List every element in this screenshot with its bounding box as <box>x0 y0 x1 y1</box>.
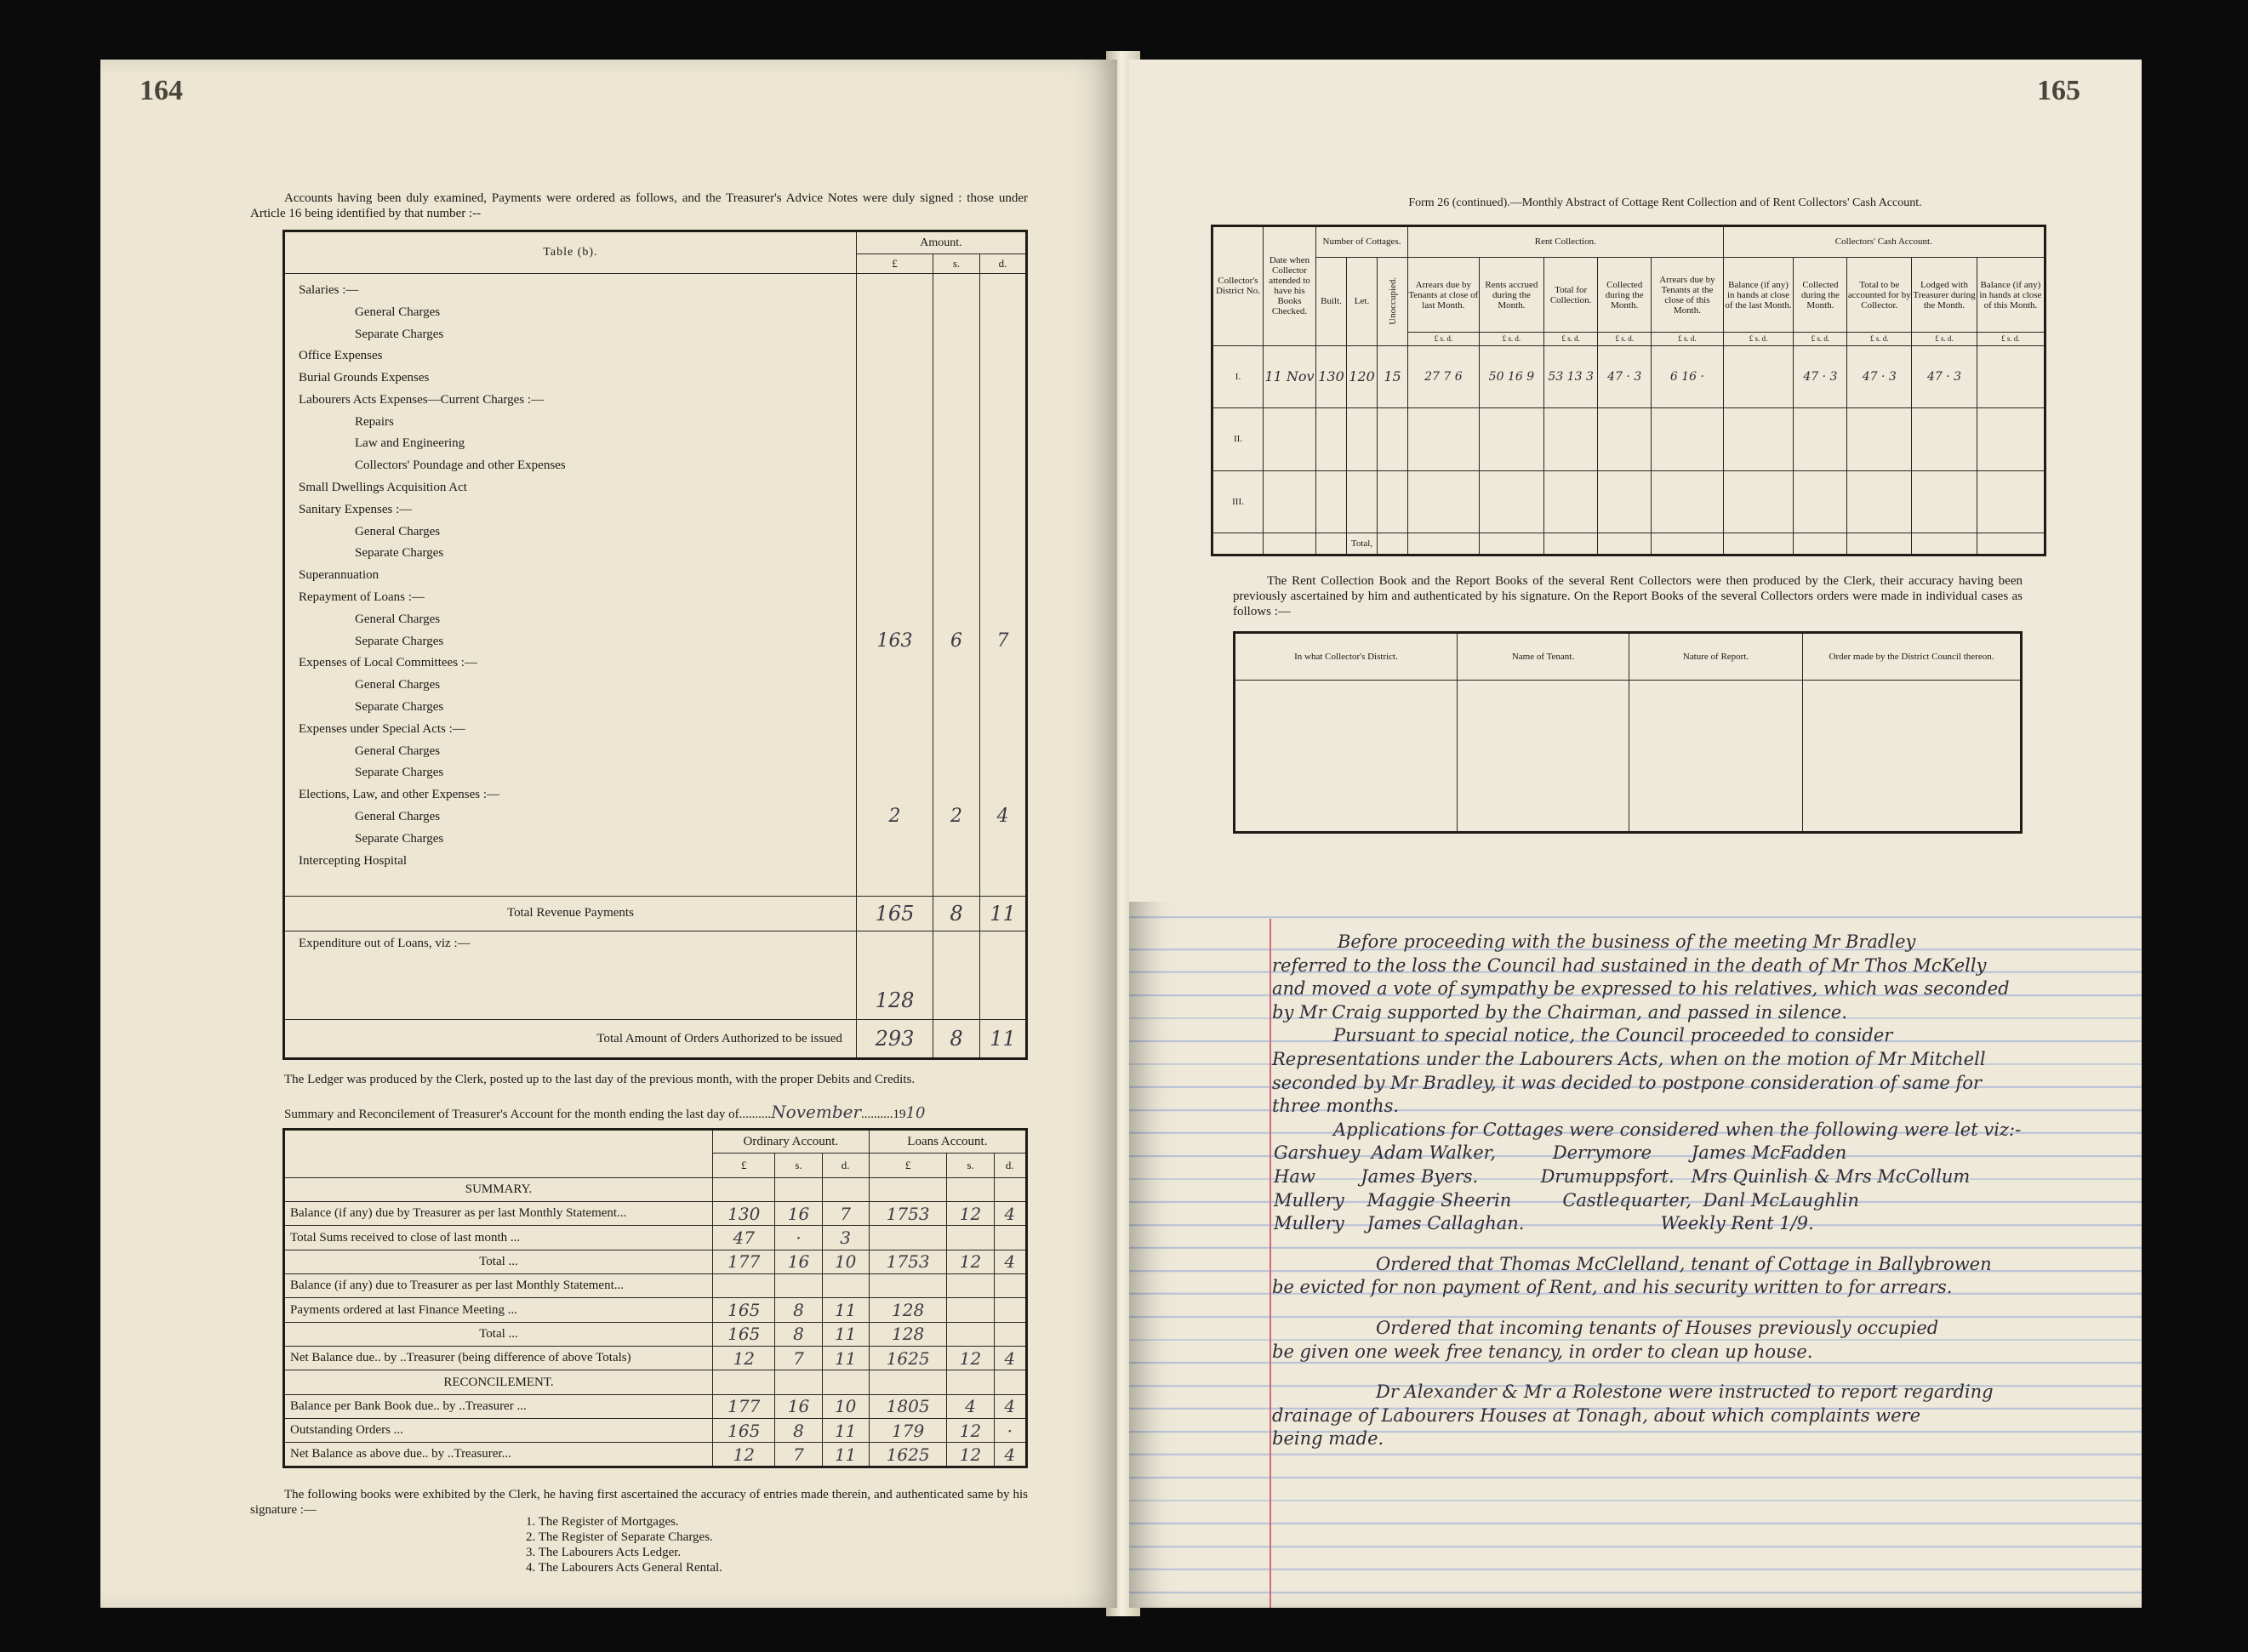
minute-line: be given one week free tenancy, in order to clean up house. <box>1272 1341 1813 1362</box>
table-b-pounds-value: 2 <box>888 806 901 828</box>
district-2: II. <box>1212 408 1264 471</box>
minute-line: and moved a vote of sympathy be expressed to his relatives, which was seconded <box>1272 978 2010 1000</box>
table-b-shillings-value <box>933 696 979 718</box>
table-b-pence-value <box>980 367 1025 389</box>
summary-row-label: Balance per Bank Book due.. by ..Treasurer ... <box>284 1394 713 1418</box>
row1-lodged: 47 · 3 <box>1912 345 1977 408</box>
table-b-pence-value <box>980 301 1025 323</box>
summary-row-label: Net Balance as above due.. by ..Treasurer... <box>284 1443 713 1467</box>
table-b-pence-value <box>980 828 1025 850</box>
table-b-pounds-value <box>857 608 933 630</box>
report-h-tenant: Name of Tenant. <box>1458 633 1629 681</box>
summary-row-label: Balance (if any) due to Treasurer as per last Monthly Statement... <box>284 1274 713 1298</box>
summary-value-o-l: 165 <box>713 1298 775 1322</box>
table-b-row-label: General Charges <box>355 612 441 626</box>
table-b-shillings-value <box>933 498 979 521</box>
h-let: Let. <box>1347 257 1378 345</box>
ord-pence-col: d. <box>822 1154 869 1177</box>
summary-value-o-d: 3 <box>822 1226 869 1250</box>
reconcile-title: RECONCILEMENT. <box>284 1370 713 1394</box>
loans-amount: 128 <box>856 931 933 1020</box>
table-b-pounds-value <box>857 828 933 850</box>
summary-value-l-l: 1805 <box>869 1394 947 1418</box>
table-b-amount-header: Amount. <box>856 231 1026 254</box>
table-b-pence-value <box>980 476 1025 498</box>
table-b-pence-value <box>980 718 1025 740</box>
col-pence: d. <box>980 254 1027 274</box>
h-collected-cash: Collected during the Month. <box>1794 257 1847 333</box>
ledger-text: The Ledger was produced by the Clerk, posted up to the last day of the previous month, with the proper Debits and Credits. <box>284 1073 916 1086</box>
minute-line: Pursuant to special notice, the Council proceeded to consider <box>1333 1025 1893 1046</box>
rent-book-text: The Rent Collection Book and the Report Books of the several Rent Collectors were then produced by the Clerk, their accuracy having been previously ascertained by him and authenticated by his signature. On the Report Books of the several Collectors orders were made in individual cases as follows :— <box>1233 574 2023 618</box>
table-b-shillings-value <box>933 674 979 696</box>
table-b-pence-value <box>980 345 1025 367</box>
table-b-shillings-value <box>933 476 979 498</box>
summary-value-l-d: 4 <box>994 1250 1026 1273</box>
table-b-row-label: Expenses of Local Committees :— <box>299 656 477 670</box>
table-b-pence-value <box>980 432 1025 454</box>
row1-collected: 47 · 3 <box>1598 345 1652 408</box>
minute-line: by Mr Craig supported by the Chairman, and passed in silence. <box>1272 1001 1847 1023</box>
summary-value-l-d <box>994 1274 1026 1298</box>
h-arrears-last: Arrears due by Tenants at close of last Month. <box>1408 257 1480 333</box>
ord-shillings-col: s. <box>775 1154 822 1177</box>
table-b-pence-value <box>980 279 1025 301</box>
table-b-row-label: Separate Charges <box>355 634 444 648</box>
table-b-row-label: Labourers Acts Expenses—Current Charges :— <box>299 392 544 407</box>
table-b-row-label: Collectors' Poundage and other Expenses <box>355 459 566 473</box>
table-b-row-label: Small Dwellings Acquisition Act <box>299 481 467 495</box>
summary-value-l-s: 12 <box>947 1347 994 1370</box>
minute-line: Mullery Maggie Sheerin Castlequarter, Danl McLaughlin <box>1274 1189 1859 1211</box>
minute-line: referred to the loss the Council had sustained in the death of Mr Thos McKelly <box>1272 954 1987 976</box>
summary-value-o-d: 7 <box>822 1202 869 1226</box>
col-shillings: s. <box>933 254 980 274</box>
left-page <box>100 60 1117 1608</box>
table-b-pounds-value <box>857 389 933 411</box>
table-b-pounds-value <box>857 783 933 806</box>
table-b-pence <box>980 273 1027 896</box>
district-1: I. <box>1212 345 1264 408</box>
ordinary-account-header: Ordinary Account. <box>713 1130 870 1154</box>
lsd-subheader: £ s. d. <box>1847 333 1912 345</box>
table-b-row-label: Elections, Law, and other Expenses :— <box>299 788 500 802</box>
table-b-row-label: General Charges <box>355 678 441 692</box>
table-b-row-label: General Charges <box>355 810 441 824</box>
table-b-row-label: Separate Charges <box>355 831 444 846</box>
summary-value-o-l: 47 <box>713 1226 775 1250</box>
total-orders-pounds: 293 <box>856 1020 933 1059</box>
summary-row-label: Total Sums received to close of last month ... <box>284 1226 713 1250</box>
table-b-pounds-value <box>857 564 933 586</box>
books-list <box>526 1514 722 1575</box>
loans-label: Expenditure out of Loans, viz :— <box>284 931 857 1020</box>
row1-total-accounted: 47 · 3 <box>1847 345 1912 408</box>
table-b-shillings-value <box>933 301 979 323</box>
summary-value-o-d: 10 <box>822 1250 869 1273</box>
h-total-accounted: Total to be accounted for by Collector. <box>1847 257 1912 333</box>
total-revenue-label: Total Revenue Payments <box>284 896 857 931</box>
table-b-row-label: Separate Charges <box>355 546 444 561</box>
summary-value-l-s: 12 <box>947 1443 994 1467</box>
h-lodged: Lodged with Treasurer during the Month. <box>1912 257 1977 333</box>
table-b-shillings-value <box>933 345 979 367</box>
table-b-row-label: Law and Engineering <box>355 436 465 451</box>
table-b-pence-value <box>980 783 1025 806</box>
summary-row-label: Net Balance due.. by ..Treasurer (being difference of above Totals) <box>284 1347 713 1370</box>
table-b-shillings-value <box>933 279 979 301</box>
summary-value-o-l: 177 <box>713 1394 775 1418</box>
lsd-subheader: £ s. d. <box>1479 333 1543 345</box>
minute-line: Before proceeding with the business of the meeting Mr Bradley <box>1338 931 1916 952</box>
summary-value-o-l: 130 <box>713 1202 775 1226</box>
loan-pence-col: d. <box>994 1154 1026 1177</box>
summary-value-l-d <box>994 1322 1026 1346</box>
table-b-row-label: General Charges <box>355 524 441 538</box>
summary-year-prefix: 19 <box>893 1108 906 1121</box>
minute-line: Ordered that Thomas McClelland, tenant of Cottage in Ballybrowen <box>1376 1253 1992 1274</box>
table-b-shillings-value <box>933 542 979 564</box>
summary-value-l-s <box>947 1298 994 1322</box>
table-b-pounds-value <box>857 740 933 762</box>
table-b-pounds-value <box>857 279 933 301</box>
table-b-pence-value: 7 <box>996 629 1009 652</box>
table-b-row-label: Separate Charges <box>355 766 444 780</box>
table-b-row-label: Office Expenses <box>299 349 383 363</box>
col-pounds: £ <box>856 254 933 274</box>
table-b-shillings-value <box>933 718 979 740</box>
district-3: III. <box>1212 470 1264 533</box>
summary-value-l-d: 4 <box>994 1202 1026 1226</box>
intro-text: Accounts having been duly examined, Payments were ordered as follows, and the Treasurer's Advice Notes were duly signed : those under Article 16 being identified by that number :-- <box>250 191 1028 220</box>
summary-value-o-d: 11 <box>822 1322 869 1346</box>
total-revenue-pence: 11 <box>980 896 1027 931</box>
table-b-pence-value <box>980 761 1025 783</box>
summary-value-o-s: 8 <box>775 1419 822 1443</box>
row1-built: 130 <box>1316 345 1347 408</box>
summary-value-l-d: 4 <box>994 1443 1026 1467</box>
row1-rents-accrued: 50 16 9 <box>1479 345 1543 408</box>
summary-value-l-l: 128 <box>869 1322 947 1346</box>
summary-value-o-l: 165 <box>713 1419 775 1443</box>
table-b-row-label: General Charges <box>355 305 441 319</box>
minute-line: Haw James Byers. Drumuppsfort. Mrs Quinlish & Mrs McCollum <box>1274 1166 1971 1187</box>
table-b-shillings-value <box>933 323 979 345</box>
table-b-pounds-value <box>857 696 933 718</box>
table-b-pounds-value <box>857 301 933 323</box>
h-total-collection: Total for Collection. <box>1544 257 1598 333</box>
table-b-shillings-value <box>933 411 979 433</box>
table-b <box>282 230 1028 1060</box>
books-intro: The following books were exhibited by the Clerk, he having first ascertained the accuracy of entries made therein, and authenticated same by his signature :— <box>250 1488 1028 1517</box>
table-b-row-label: Burial Grounds Expenses <box>299 371 430 385</box>
summary-value-o-s: 16 <box>775 1202 822 1226</box>
lsd-subheader: £ s. d. <box>1977 333 2045 345</box>
table-b-pounds-value <box>857 476 933 498</box>
margin-rule <box>1269 919 1271 1608</box>
report-h-order: Order made by the District Council thereon. <box>1803 633 2022 681</box>
table-b-title: Table (b). <box>284 231 857 274</box>
table-b-pence-value <box>980 564 1025 586</box>
table-b-pence-value <box>980 608 1025 630</box>
summary-value-l-l <box>869 1274 947 1298</box>
page-number-right: 165 <box>2037 75 2080 106</box>
h-balance-close: Balance (if any) in hands at close of this Month. <box>1977 257 2045 333</box>
summary-value-l-s: 12 <box>947 1419 994 1443</box>
minute-line: Representations under the Labourers Acts, when on the motion of Mr Mitchell <box>1272 1049 1986 1069</box>
h-rents-accrued: Rents accrued during the Month. <box>1479 257 1543 333</box>
summary-value-l-d: 4 <box>994 1347 1026 1370</box>
table-b-row-label: Repayment of Loans :— <box>299 590 425 605</box>
table-b-pounds-value <box>857 498 933 521</box>
h-arrears-close: Arrears due by Tenants at the close of this Month. <box>1652 257 1723 333</box>
table-b-shillings-value <box>933 521 979 543</box>
summary-month: November <box>771 1102 862 1122</box>
table-b-pounds-value <box>857 323 933 345</box>
table-b-shillings-value <box>933 367 979 389</box>
right-page <box>1129 60 2142 1608</box>
loans-account-header: Loans Account. <box>869 1130 1026 1154</box>
table-b-shillings-value <box>933 740 979 762</box>
table-b-shillings-value <box>933 432 979 454</box>
table-b-row-label: Salaries :— <box>299 282 359 297</box>
table-b-pounds-value <box>857 674 933 696</box>
summary-value-o-l: 12 <box>713 1347 775 1370</box>
table-b-pence-value <box>980 850 1025 872</box>
summary-value-o-s: 7 <box>775 1443 822 1467</box>
summary-value-l-l: 1753 <box>869 1202 947 1226</box>
summary-row-label: Total ... <box>284 1250 713 1273</box>
summary-value-l-s: 4 <box>947 1394 994 1418</box>
table-b-shillings-value <box>933 564 979 586</box>
total-revenue-pounds: 165 <box>856 896 933 931</box>
total-label: Total, <box>1347 533 1378 555</box>
summary-value-l-s <box>947 1226 994 1250</box>
ord-pounds-col: £ <box>713 1154 775 1177</box>
table-b-pence-value <box>980 411 1025 433</box>
summary-value-l-d: · <box>994 1419 1026 1443</box>
table-b-shillings-value <box>933 608 979 630</box>
lsd-subheader: £ s. d. <box>1652 333 1723 345</box>
summary-value-o-s <box>775 1274 822 1298</box>
table-b-row-label: Separate Charges <box>355 327 444 341</box>
minute-line: three months. <box>1272 1096 1400 1117</box>
summary-row-label: Balance (if any) due by Treasurer as per last Monthly Statement... <box>284 1202 713 1226</box>
table-b-pence-value <box>980 542 1025 564</box>
summary-value-o-s: 16 <box>775 1250 822 1273</box>
row1-total-collection: 53 13 3 <box>1544 345 1598 408</box>
h-collector-district: Collector's District No. <box>1212 226 1264 346</box>
table-b-pence-value <box>980 740 1025 762</box>
table-b-shillings-value <box>933 389 979 411</box>
minute-line: drainage of Labourers Houses at Tonagh, about which complaints were <box>1272 1404 1921 1426</box>
summary-value-o-s: 7 <box>775 1347 822 1370</box>
total-orders-shillings: 8 <box>933 1020 980 1059</box>
table-b-pounds-value <box>857 367 933 389</box>
summary-title: SUMMARY. <box>284 1177 713 1201</box>
report-h-district: In what Collector's District. <box>1235 633 1458 681</box>
table-b-shillings-value: 2 <box>950 806 963 828</box>
table-b-pence-value <box>980 521 1025 543</box>
table-b-shillings-value <box>933 652 979 674</box>
lsd-subheader: £ s. d. <box>1723 333 1794 345</box>
summary-value-l-s <box>947 1322 994 1346</box>
total-orders-label: Total Amount of Orders Authorized to be issued <box>284 1020 857 1059</box>
book-item: 3. The Labourers Acts Ledger. <box>526 1546 682 1559</box>
row1-date: 11 Nov <box>1264 345 1316 408</box>
table-b-shillings <box>933 273 980 896</box>
h-date: Date when Collector attended to have his Books Checked. <box>1264 226 1316 346</box>
table-b-shillings-value <box>933 828 979 850</box>
minute-line: Applications for Cottages were considered when the following were let viz:- <box>1333 1119 2022 1140</box>
summary-row-label: Total ... <box>284 1322 713 1346</box>
book-item: 4. The Labourers Acts General Rental. <box>526 1561 722 1575</box>
summary-value-l-l: 1625 <box>869 1347 947 1370</box>
table-b-pounds <box>856 273 933 896</box>
row1-collected-cash: 47 · 3 <box>1794 345 1847 408</box>
form-title: Form 26 (continued).—Monthly Abstract of Cottage Rent Collection and of Rent Collectors' Cash Account. <box>1408 197 1922 209</box>
summary-value-o-d: 11 <box>822 1347 869 1370</box>
summary-value-o-d: 11 <box>822 1419 869 1443</box>
minute-line: Dr Alexander & Mr a Rolestone were instructed to report regarding <box>1376 1381 1994 1403</box>
minute-line: being made. <box>1272 1428 1384 1450</box>
summary-value-o-l: 177 <box>713 1250 775 1273</box>
table-b-shillings-value <box>933 586 979 608</box>
row1-arrears-last: 27 7 6 <box>1408 345 1480 408</box>
table-b-shillings-value <box>933 454 979 476</box>
summary-value-o-l: 12 <box>713 1443 775 1467</box>
table-b-pounds-value <box>857 586 933 608</box>
table-b-pence-value <box>980 323 1025 345</box>
summary-value-l-l: 128 <box>869 1298 947 1322</box>
table-b-pence-value: 4 <box>996 806 1009 828</box>
h-balance-hands: Balance (if any) in hands at close of the last Month. <box>1723 257 1794 333</box>
summary-value-l-s <box>947 1274 994 1298</box>
lsd-subheader: £ s. d. <box>1794 333 1847 345</box>
loan-pounds-col: £ <box>869 1154 947 1177</box>
table-b-row-label: Intercepting Hospital <box>299 853 408 868</box>
table-b-pence-value <box>980 674 1025 696</box>
lsd-subheader: £ s. d. <box>1544 333 1598 345</box>
minute-line: seconded by Mr Bradley, it was decided to postpone consideration of same for <box>1272 1072 1982 1093</box>
summary-value-l-d: 4 <box>994 1394 1026 1418</box>
summary-value-l-s: 12 <box>947 1202 994 1226</box>
page-number-left: 164 <box>140 75 183 106</box>
row1-arrears-close: 6 16 · <box>1652 345 1723 408</box>
table-b-pounds-value <box>857 761 933 783</box>
table-b-pounds-value <box>857 521 933 543</box>
summary-value-l-l: 1625 <box>869 1443 947 1467</box>
report-table <box>1233 631 2023 834</box>
table-b-pounds-value <box>857 542 933 564</box>
summary-value-l-l: 1753 <box>869 1250 947 1273</box>
table-b-pounds-value <box>857 411 933 433</box>
h-number: Number of Cottages. <box>1316 226 1408 258</box>
loan-shillings-col: s. <box>947 1154 994 1177</box>
table-b-pounds-value <box>857 850 933 872</box>
table-b-pounds-value <box>857 432 933 454</box>
table-b-shillings-value <box>933 783 979 806</box>
table-b-row-label: Expenses under Special Acts :— <box>299 721 465 736</box>
summary-value-o-s: 16 <box>775 1394 822 1418</box>
summary-value-o-d: 10 <box>822 1394 869 1418</box>
table-b-row-label: General Charges <box>355 743 441 758</box>
summary-value-o-s: · <box>775 1226 822 1250</box>
summary-value-o-l: 165 <box>713 1322 775 1346</box>
table-b-shillings-value: 6 <box>950 629 963 652</box>
h-collected: Collected during the Month. <box>1598 257 1652 333</box>
lsd-subheader: £ s. d. <box>1912 333 1977 345</box>
summary-value-l-l <box>869 1226 947 1250</box>
table-b-pounds-value: 163 <box>876 629 913 652</box>
row1-unoccupied: 15 <box>1378 345 1408 408</box>
table-b-row-label: Separate Charges <box>355 700 444 715</box>
table-b-pence-value <box>980 454 1025 476</box>
table-b-pounds-value <box>857 454 933 476</box>
minute-line: Garshuey Adam Walker, Derrymore James McFadden <box>1274 1142 1847 1164</box>
h-rent-collection: Rent Collection. <box>1408 226 1724 258</box>
summary-value-o-s: 8 <box>775 1322 822 1346</box>
summary-value-o-s: 8 <box>775 1298 822 1322</box>
table-b-labels <box>284 273 857 896</box>
table-b-row-label: Sanitary Expenses :— <box>299 502 413 516</box>
lsd-subheader: £ s. d. <box>1598 333 1652 345</box>
table-b-row-label: Superannuation <box>299 568 379 583</box>
summary-year: 10 <box>905 1104 926 1122</box>
table-b-pence-value <box>980 696 1025 718</box>
table-b-pence-value <box>980 498 1025 521</box>
h-cash-account: Collectors' Cash Account. <box>1723 226 2045 258</box>
minute-line: Ordered that incoming tenants of Houses previously occupied <box>1376 1318 1939 1338</box>
summary-value-l-s: 12 <box>947 1250 994 1273</box>
summary-value-l-d <box>994 1298 1026 1322</box>
summary-value-l-l: 179 <box>869 1419 947 1443</box>
summary-value-o-d: 11 <box>822 1443 869 1467</box>
table-b-pounds-value <box>857 345 933 367</box>
table-b-shillings-value <box>933 761 979 783</box>
summary-row-label: Outstanding Orders ... <box>284 1419 713 1443</box>
summary-intro-text: Summary and Reconcilement of Treasurer's Account for the month ending the last day of <box>284 1108 739 1121</box>
total-orders-pence: 11 <box>980 1020 1027 1059</box>
table-b-pence-value <box>980 389 1025 411</box>
lsd-subheader: £ s. d. <box>1408 333 1480 345</box>
summary-value-l-d <box>994 1226 1026 1250</box>
summary-value-o-l <box>713 1274 775 1298</box>
table-b-pounds-value <box>857 652 933 674</box>
summary-table <box>282 1128 1028 1468</box>
table-b-shillings-value <box>933 850 979 872</box>
minute-line: be evicted for non payment of Rent, and his security written to for arrears. <box>1272 1277 1953 1298</box>
summary-row-label: Payments ordered at last Finance Meeting ... <box>284 1298 713 1322</box>
summary-intro: Summary and Reconcilement of Treasurer's Account for the month ending the last day of..........November..........1910 <box>284 1102 926 1122</box>
row1-let: 120 <box>1347 345 1378 408</box>
total-revenue-shillings: 8 <box>933 896 980 931</box>
h-unoccupied: Unoccupied. <box>1378 257 1408 345</box>
book-item: 2. The Register of Separate Charges. <box>526 1530 713 1544</box>
table-b-pounds-value <box>857 718 933 740</box>
minute-line: Mullery James Callaghan. Weekly Rent 1/9. <box>1274 1213 1814 1234</box>
table-b-pence-value <box>980 652 1025 674</box>
summary-value-o-d <box>822 1274 869 1298</box>
table-b-pence-value <box>980 586 1025 608</box>
book-item: 1. The Register of Mortgages. <box>526 1515 679 1529</box>
form26-table <box>1211 225 2046 556</box>
table-b-row-label: Repairs <box>355 414 394 429</box>
h-built: Built. <box>1316 257 1347 345</box>
summary-value-o-d: 11 <box>822 1298 869 1322</box>
report-h-nature: Nature of Report. <box>1629 633 1803 681</box>
